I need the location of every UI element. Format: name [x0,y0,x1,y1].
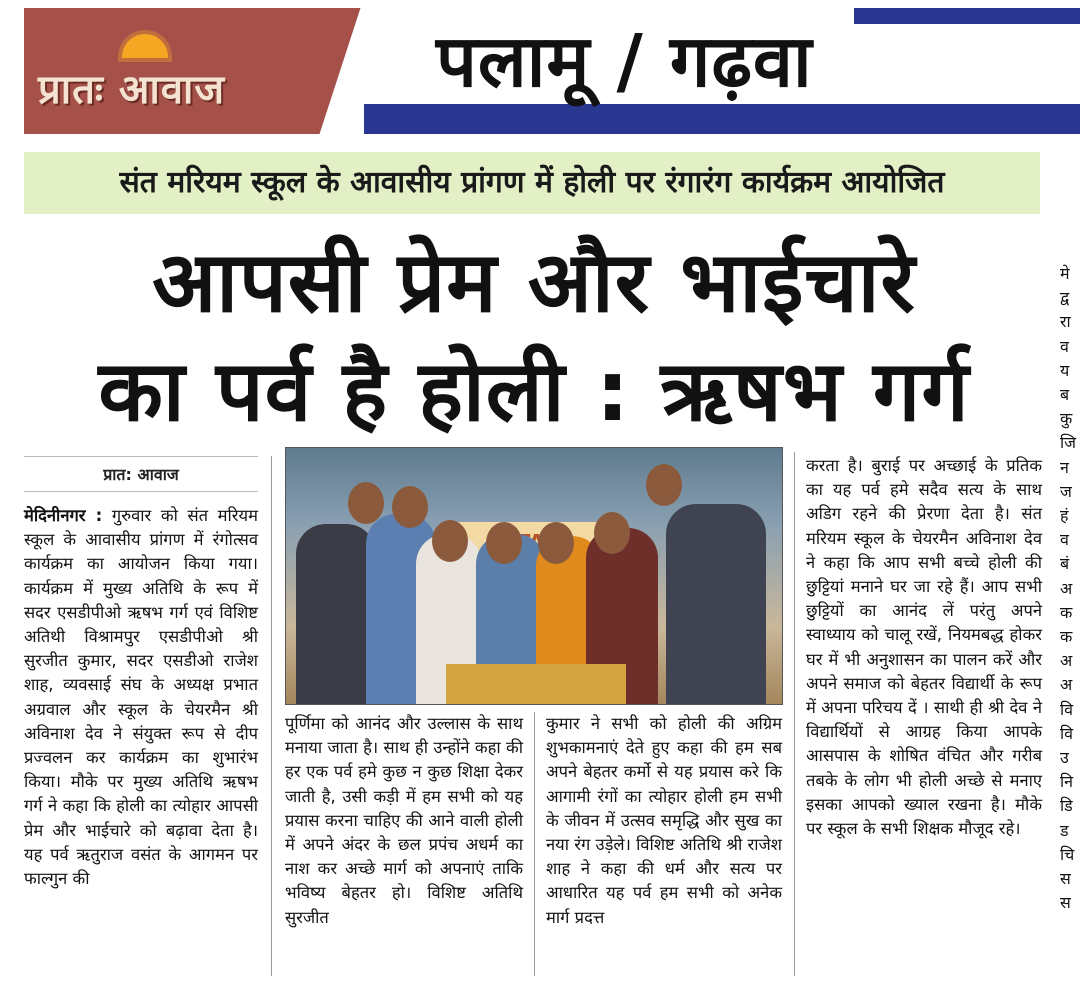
banner-stripe [364,104,1080,134]
sun-icon [122,34,168,58]
event-photo [285,447,783,705]
article-column-4: करता है। बुराई पर अच्छाई के प्रतिक का यह पर्व हमे सदैव सत्य के साथ अडिग रहने की प्रेरणा देता है। संत मरियम स्कूल के चेयरमैन अविनाश देव ने कहा कि आप सभी बच्चे होली की छुट्टियां मनाने घर जा रहे हैं। आप सभी छुट्टियों का आनंद लें परंतु अपने स्वाध्याय को चालू रखें, नियमबद्ध होकर घर में भी अनुशासन का पालन करें और अपने समाज को बेहतर विद्यार्थी के रूप में अपना परिचय दें । साथी ही श्री देव ने विद्यार्थियों से आग्रह किया आपके आसपास के शोषित वंचित और गरीब तबके के लोग भी होली अच्छे से मनाए इसका आपको ख्याल रखना है। मौके पर स्कूल के सभी शिक्षक मौजूद रहे। [806,456,1042,839]
lamp-table [446,664,626,704]
column-divider [534,712,535,976]
column-1-text: गुरुवार को संत मरियम स्कूल के आवासीय प्रांगण में रंगोत्सव कार्यक्रम का आयोजन किया गया। कार्यक्रम में मुख्य अतिथि के रूप में सदर एसडीपीओ ऋषभ गर्ग एवं विशिष्ट अतिथी विश्रामपुर एसडीपीओ श्री सुरजीत कुमार, सदर एसडीओ राजेश शाह, व्यवसाई संघ के अध्यक्ष प्रभात अग्रवाल और स्कूल के चेयरमैन श्री अविनाश देव ने संयुक्त रूप से दीप प्रज्वलन कर कार्यक्रम का शुभारंभ किया। मौके पर मुख्य अतिथि ऋषभ गर्ग ने कहा कि होली का त्योहार आपसी प्रेम और भाईचारे को बढ़ावा देता है। यह पर्व ऋतुराज वसंत के आगमन पर फाल्गुन की [24,506,258,889]
adjacent-article-fragment: मे द्व रा व य ब कु जि न ज हं व बं अ क क अ अ वि वि उ नि डि ड चि स स [1060,264,1077,913]
article-column-3: कुमार ने सभी को होली की अग्रिम शुभकामनाएं देते हुए कहा की हम सब अपने बेहतर कर्मो से यह प्रयास करे कि आगामी रंगों का त्योहार होली हम सभी के जीवन में उत्सव समृद्धि और सुख का नया रंग उड़ेले। विशिष्ट अतिथि श्री राजेश शाह ने कहा की धर्म और सत्य पर आधारित यह पर्व हम सभी को अनेक मार्ग प्रदत्त [546,714,782,927]
logo-text: प्रातः आवाज [38,67,226,113]
banner-stripe-top [854,8,1080,24]
subheadline: संत मरियम स्कूल के आवासीय प्रांगण में होली पर रंगारंग कार्यक्रम आयोजित [119,165,945,200]
masthead-banner [24,8,1080,134]
byline: प्रात: आवाज [24,456,258,492]
article-column-2: पूर्णिमा को आनंद और उल्लास के साथ मनाया जाता है। साथ ही उन्होंने कहा की हर एक पर्व हमे कुछ न कुछ शिक्षा देकर जाती है, उसी कड़ी में हम सभी को यह प्रयास करना चाहिए की आने वाली होली में अपने अंदर के छल प्रपंच अधर्म का नाश कर अच्छे मार्ग को अपनाएं ताकि भविष्य बेहतर हो। विशिष्ट अतिथि सुरजीत [285,714,523,927]
column-divider [794,452,795,976]
headline [24,228,1044,446]
article-column-1 [24,504,258,891]
subheadline-box [24,152,1040,214]
dateline: मेदिनीनगर : [24,506,103,525]
section-title: पलामू / गढ़वा [436,19,813,103]
column-divider [271,456,272,976]
headline-line-2: का पर्व है होली : ऋषभ गर्ग [98,342,970,440]
logo [24,8,380,134]
headline-line-1: आपसी प्रेम और भाईचारे [152,233,916,331]
